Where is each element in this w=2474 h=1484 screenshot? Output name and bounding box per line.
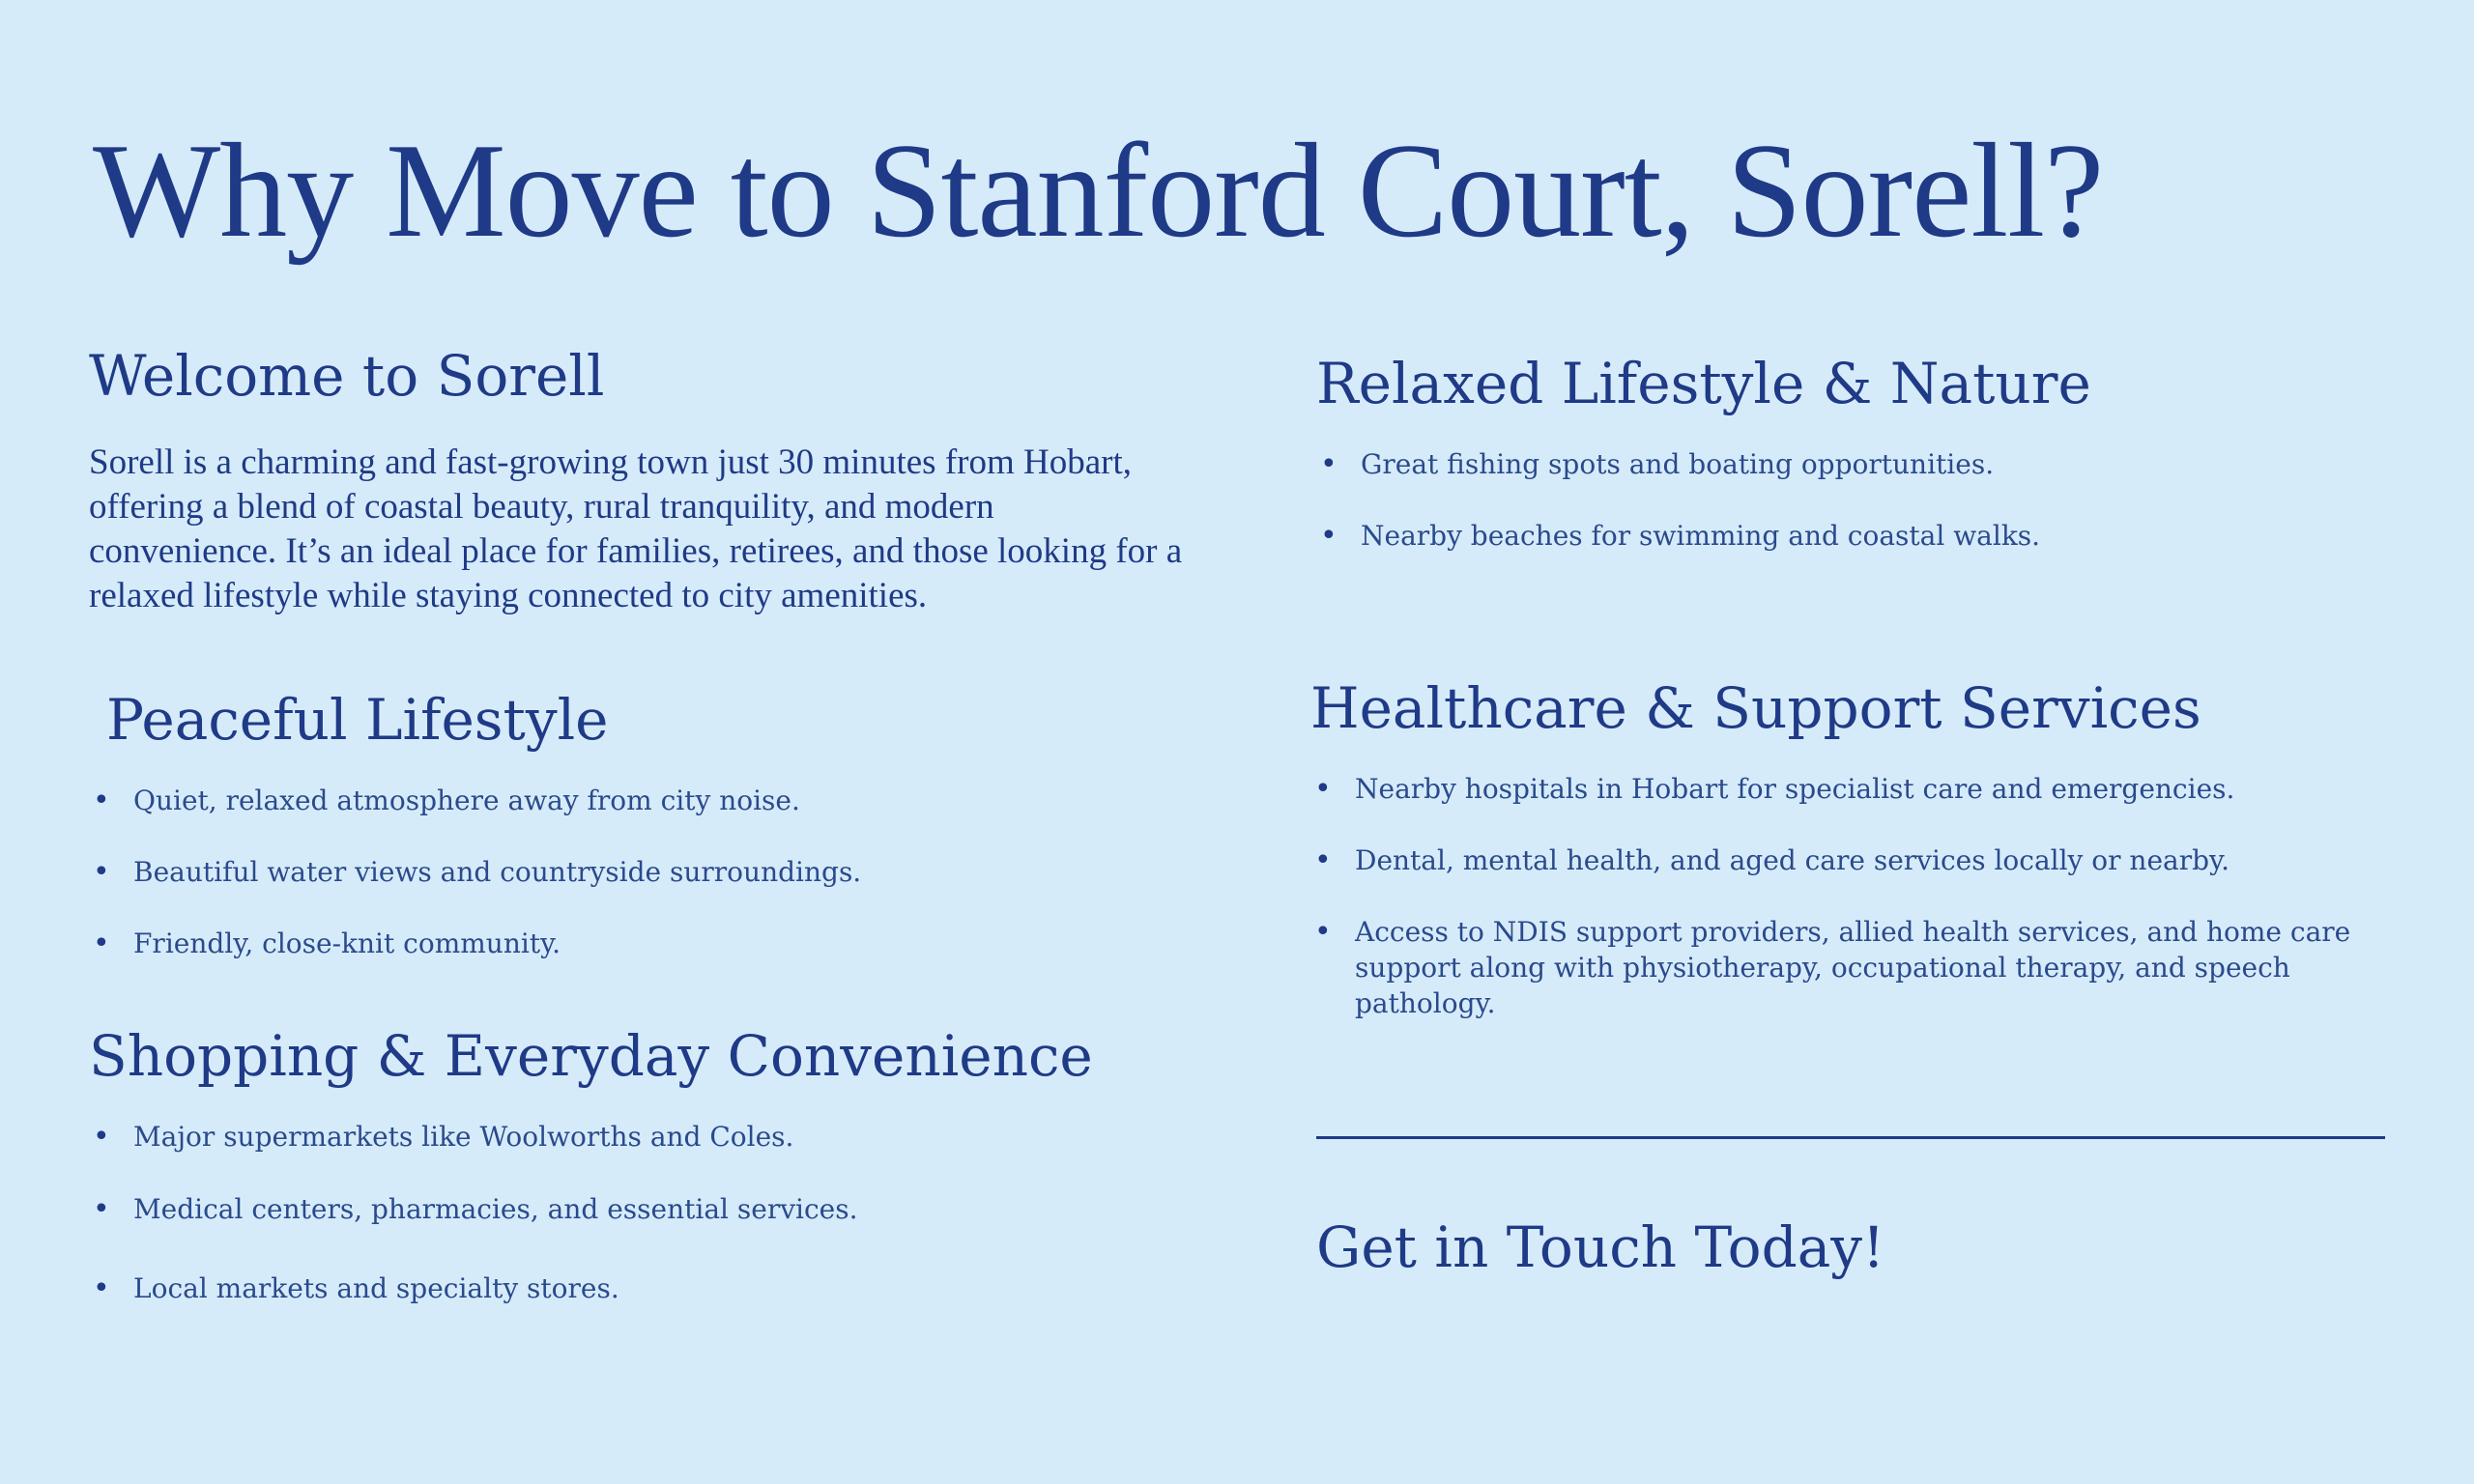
healthcare-list xyxy=(1310,771,2364,1021)
nature-heading: Relaxed Lifestyle & Nature xyxy=(1316,351,2091,416)
bullet-icon: • xyxy=(93,927,110,960)
bullet-icon: • xyxy=(93,1120,110,1154)
healthcare-heading: Healthcare & Support Services xyxy=(1310,675,2201,741)
bullet-icon: • xyxy=(1314,915,1332,949)
list-item: • Major supermarkets like Woolworths and Coles. xyxy=(93,1120,794,1154)
shopping-list xyxy=(89,1119,858,1306)
bullet-icon: • xyxy=(1320,447,1338,481)
list-item: • Great fishing spots and boating opportunities. xyxy=(1320,447,1995,481)
list-item: • Access to NDIS support providers, allied health services, and home care support along with physiotherapy, occupational therapy, and speech pathology. xyxy=(1314,915,2351,1019)
bullet-icon: • xyxy=(93,855,110,889)
list-item: • Local markets and specialty stores. xyxy=(93,1271,619,1305)
bullet-icon: • xyxy=(1320,519,1338,553)
get-in-touch-heading: Get in Touch Today! xyxy=(1316,1214,1885,1280)
bullet-icon: • xyxy=(93,1271,110,1305)
list-item: • Nearby hospitals in Hobart for specialist care and emergencies. xyxy=(1314,772,2235,806)
list-item: • Quiet, relaxed atmosphere away from city noise. xyxy=(93,784,800,817)
shopping-heading: Shopping & Everyday Convenience xyxy=(89,1023,1093,1089)
list-item: • Beautiful water views and countryside surroundings. xyxy=(93,855,862,889)
bullet-icon: • xyxy=(1314,843,1332,877)
peaceful-lifestyle-heading: Peaceful Lifestyle xyxy=(106,687,609,753)
section-divider xyxy=(1316,1136,2385,1139)
list-item: • Nearby beaches for swimming and coastal walks. xyxy=(1320,519,2041,553)
welcome-body: Sorell is a charming and fast-growing town just 30 minutes from Hobart, offering a blend of coastal beauty, rural tranquility, and modern convenience. It’s an ideal place for families, retirees, and those looking for a relaxed lifestyle while staying connected to city amenities. xyxy=(89,442,1183,615)
bullet-icon: • xyxy=(93,784,110,817)
page-title: Why Move to Stanford Court, Sorell? xyxy=(93,116,2104,266)
nature-list xyxy=(1316,446,2040,554)
list-item: • Medical centers, pharmacies, and essential services. xyxy=(93,1192,858,1226)
list-item: • Friendly, close-knit community. xyxy=(93,927,561,960)
peaceful-lifestyle-list xyxy=(89,783,861,961)
bullet-icon: • xyxy=(1314,772,1332,806)
welcome-heading: Welcome to Sorell xyxy=(89,343,605,409)
bullet-icon: • xyxy=(93,1192,110,1226)
list-item: • Dental, mental health, and aged care services locally or nearby. xyxy=(1314,843,2230,877)
